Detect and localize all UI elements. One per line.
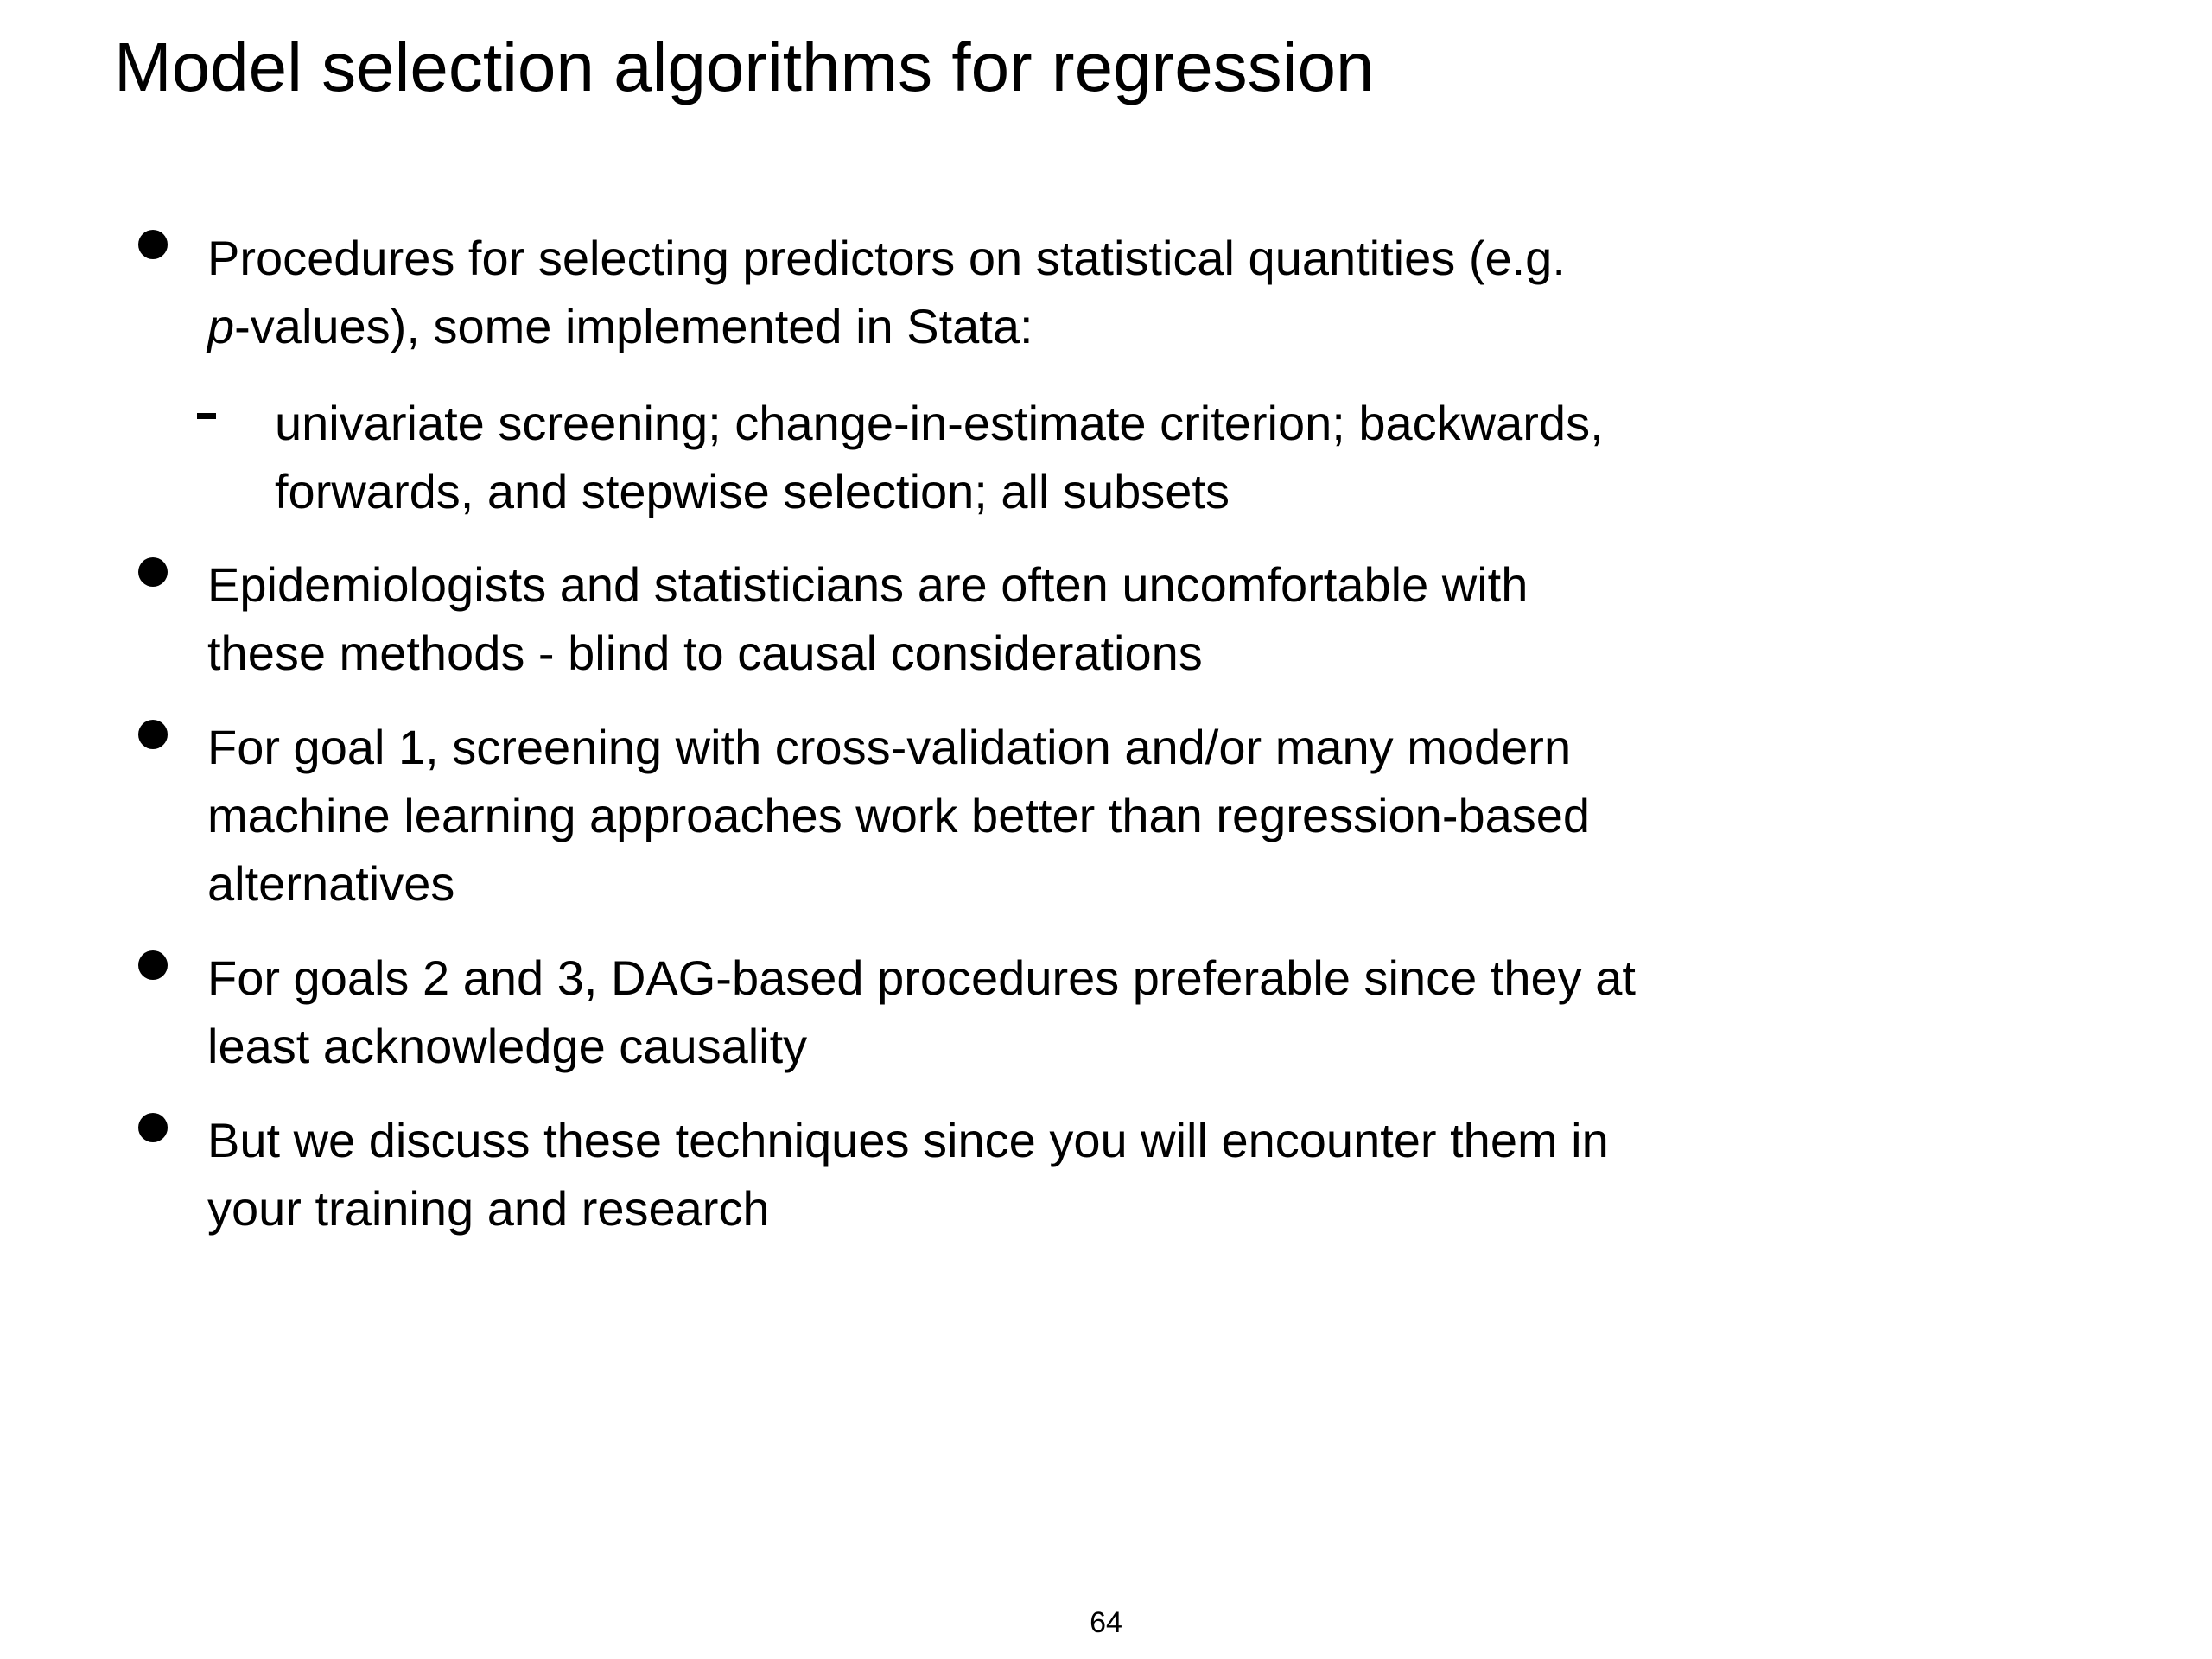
bullet-item-goal-1 (207, 713, 1815, 918)
bullet-text-fragment: -values), some implemented in Stata: (234, 299, 1033, 353)
bullet-text-line: least acknowledge causality (207, 1019, 808, 1073)
bullet-text-line: But we discuss these techniques since you will encounter them in (207, 1113, 1609, 1167)
sub-bullet-dash (197, 413, 216, 419)
bullet-text-line: For goal 1, screening with cross-validation and/or many modern (207, 720, 1572, 774)
bullet-item-epidemiologists (207, 550, 1815, 687)
sub-bullet-item-methods (275, 389, 1882, 525)
bullet-item-discuss (207, 1106, 1815, 1243)
bullet-text-line: these methods - blind to causal considerations (207, 626, 1203, 680)
bullet-text-line: your training and research (207, 1181, 770, 1236)
italic-p: p (207, 299, 235, 353)
bullet-text-line: Epidemiologists and statisticians are often uncomfortable with (207, 557, 1529, 612)
page-number: 64 (1090, 1606, 1122, 1639)
bullet-item-goals-2-3 (207, 944, 1815, 1080)
bullet-text-line: forwards, and stepwise selection; all subsets (275, 464, 1230, 518)
bullet-text-line: machine learning approaches work better than regression-based (207, 788, 1591, 842)
bullet-dot (138, 230, 168, 259)
bullet-dot (138, 720, 168, 749)
bullet-dot (138, 950, 168, 980)
bullet-text-line (207, 292, 1815, 360)
bullet-dot (138, 557, 168, 587)
bullet-dot (138, 1113, 168, 1142)
bullet-text-line: Procedures for selecting predictors on statistical quantities (e.g. (207, 231, 1566, 285)
bullet-text-line: univariate screening; change-in-estimate criterion; backwards, (275, 396, 1604, 450)
bullet-text-line: alternatives (207, 856, 455, 911)
slide-title: Model selection algorithms for regression (114, 29, 1375, 105)
bullet-item-procedures (207, 224, 1815, 360)
bullet-text-line: For goals 2 and 3, DAG-based procedures preferable since they at (207, 950, 1636, 1005)
